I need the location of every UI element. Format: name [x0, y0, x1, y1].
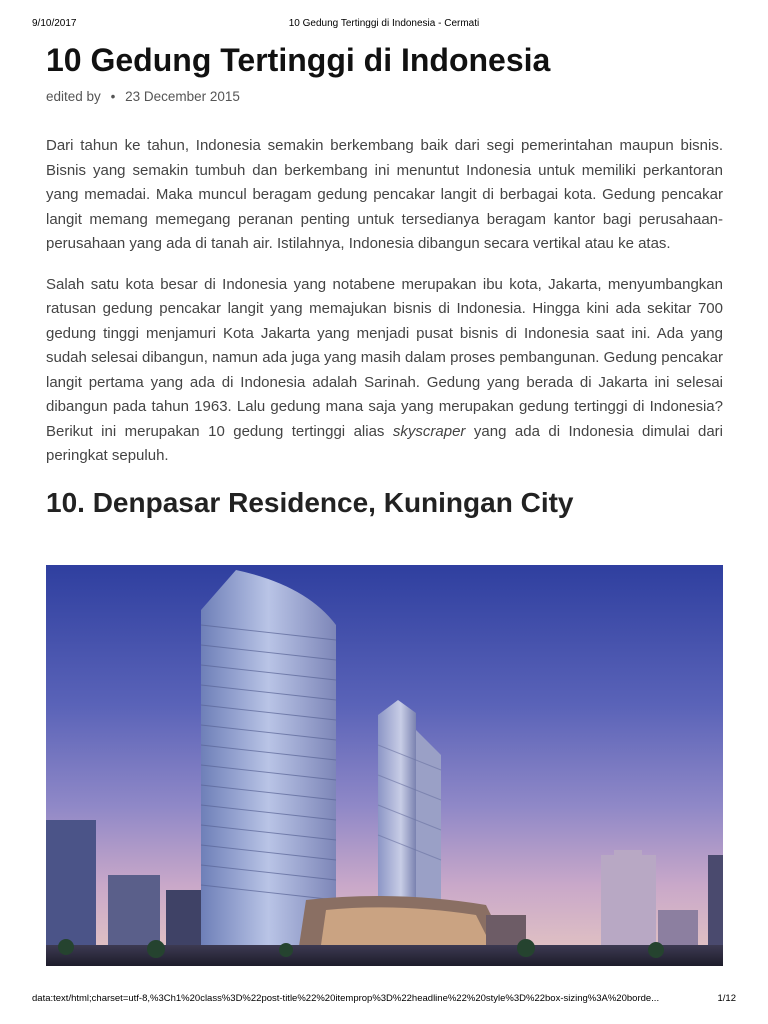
skyscraper-term: skyscraper [392, 422, 466, 440]
meta-separator: • [110, 89, 116, 104]
publish-date: 23 December 2015 [125, 89, 240, 104]
paragraph-text: Salah satu kota besar di Indonesia yang notabene merupakan ibu kota, Jakarta, menyumbangkan ratusan gedung pencakar langit yang memajukan bisnis di Indonesia. Hingga kini ada sekitar 700 gedung tinggi menjamuri Kota Jakarta yang menjadi pusat bisnis di Indonesia saat ini. Ada yang sudah selesai dibangun, namun ada juga yang masih dalam proses pembangunan. Gedung pencakar langit pertama yang ada di Indonesia adalah Sarinah. Gedung yang berada di Jakarta ini selesai dibangun pada tahun 1963. Lalu gedung mana saja yang merupakan gedung tertinggi di Indonesia? Berikut ini merupakan 10 gedung tertinggi alias [46, 275, 723, 440]
intro-paragraph: Dari tahun ke tahun, Indonesia semakin berkembang baik dari segi pemerintahan maupun bisnis. Bisnis yang semakin tumbuh dan berkembang ini menuntut Indonesia untuk memiliki perkantoran yang memadai. Maka muncul beragam gedung pencakar langit di berbagai kota. Gedung pencakar langit memang memegang peranan penting untuk tersedianya beragam kantor bagi perusahaan-perusahaan yang ada di tanah air. Istilahnya, Indonesia dibangun secara vertikal atau ke atas. [46, 137, 723, 252]
print-date: 9/10/2017 [32, 18, 77, 29]
print-header [32, 18, 736, 32]
print-footer [32, 993, 736, 1007]
print-source-url: data:text/html;charset=utf-8,%3Ch1%20class%3D%22post-title%22%20itemprop%3D%22headline%22%20style%3D%22box-sizing%3A%20borde... [32, 993, 660, 1004]
page-number: 1/12 [717, 993, 736, 1004]
jakarta-paragraph [46, 273, 723, 469]
section-heading: 10. Denpasar Residence, Kuningan City [46, 486, 574, 518]
edited-by-label: edited by [46, 89, 101, 104]
paragraph-text-end: yang ada di Indonesia dimulai dari peringkat sepuluh. [46, 422, 724, 464]
print-document-title: 10 Gedung Tertinggi di Indonesia - Cermati [288, 18, 480, 29]
building-photo [46, 565, 723, 966]
article [46, 40, 723, 521]
article-meta [46, 88, 723, 106]
page-title: 10 Gedung Tertinggi di Indonesia [46, 42, 551, 78]
